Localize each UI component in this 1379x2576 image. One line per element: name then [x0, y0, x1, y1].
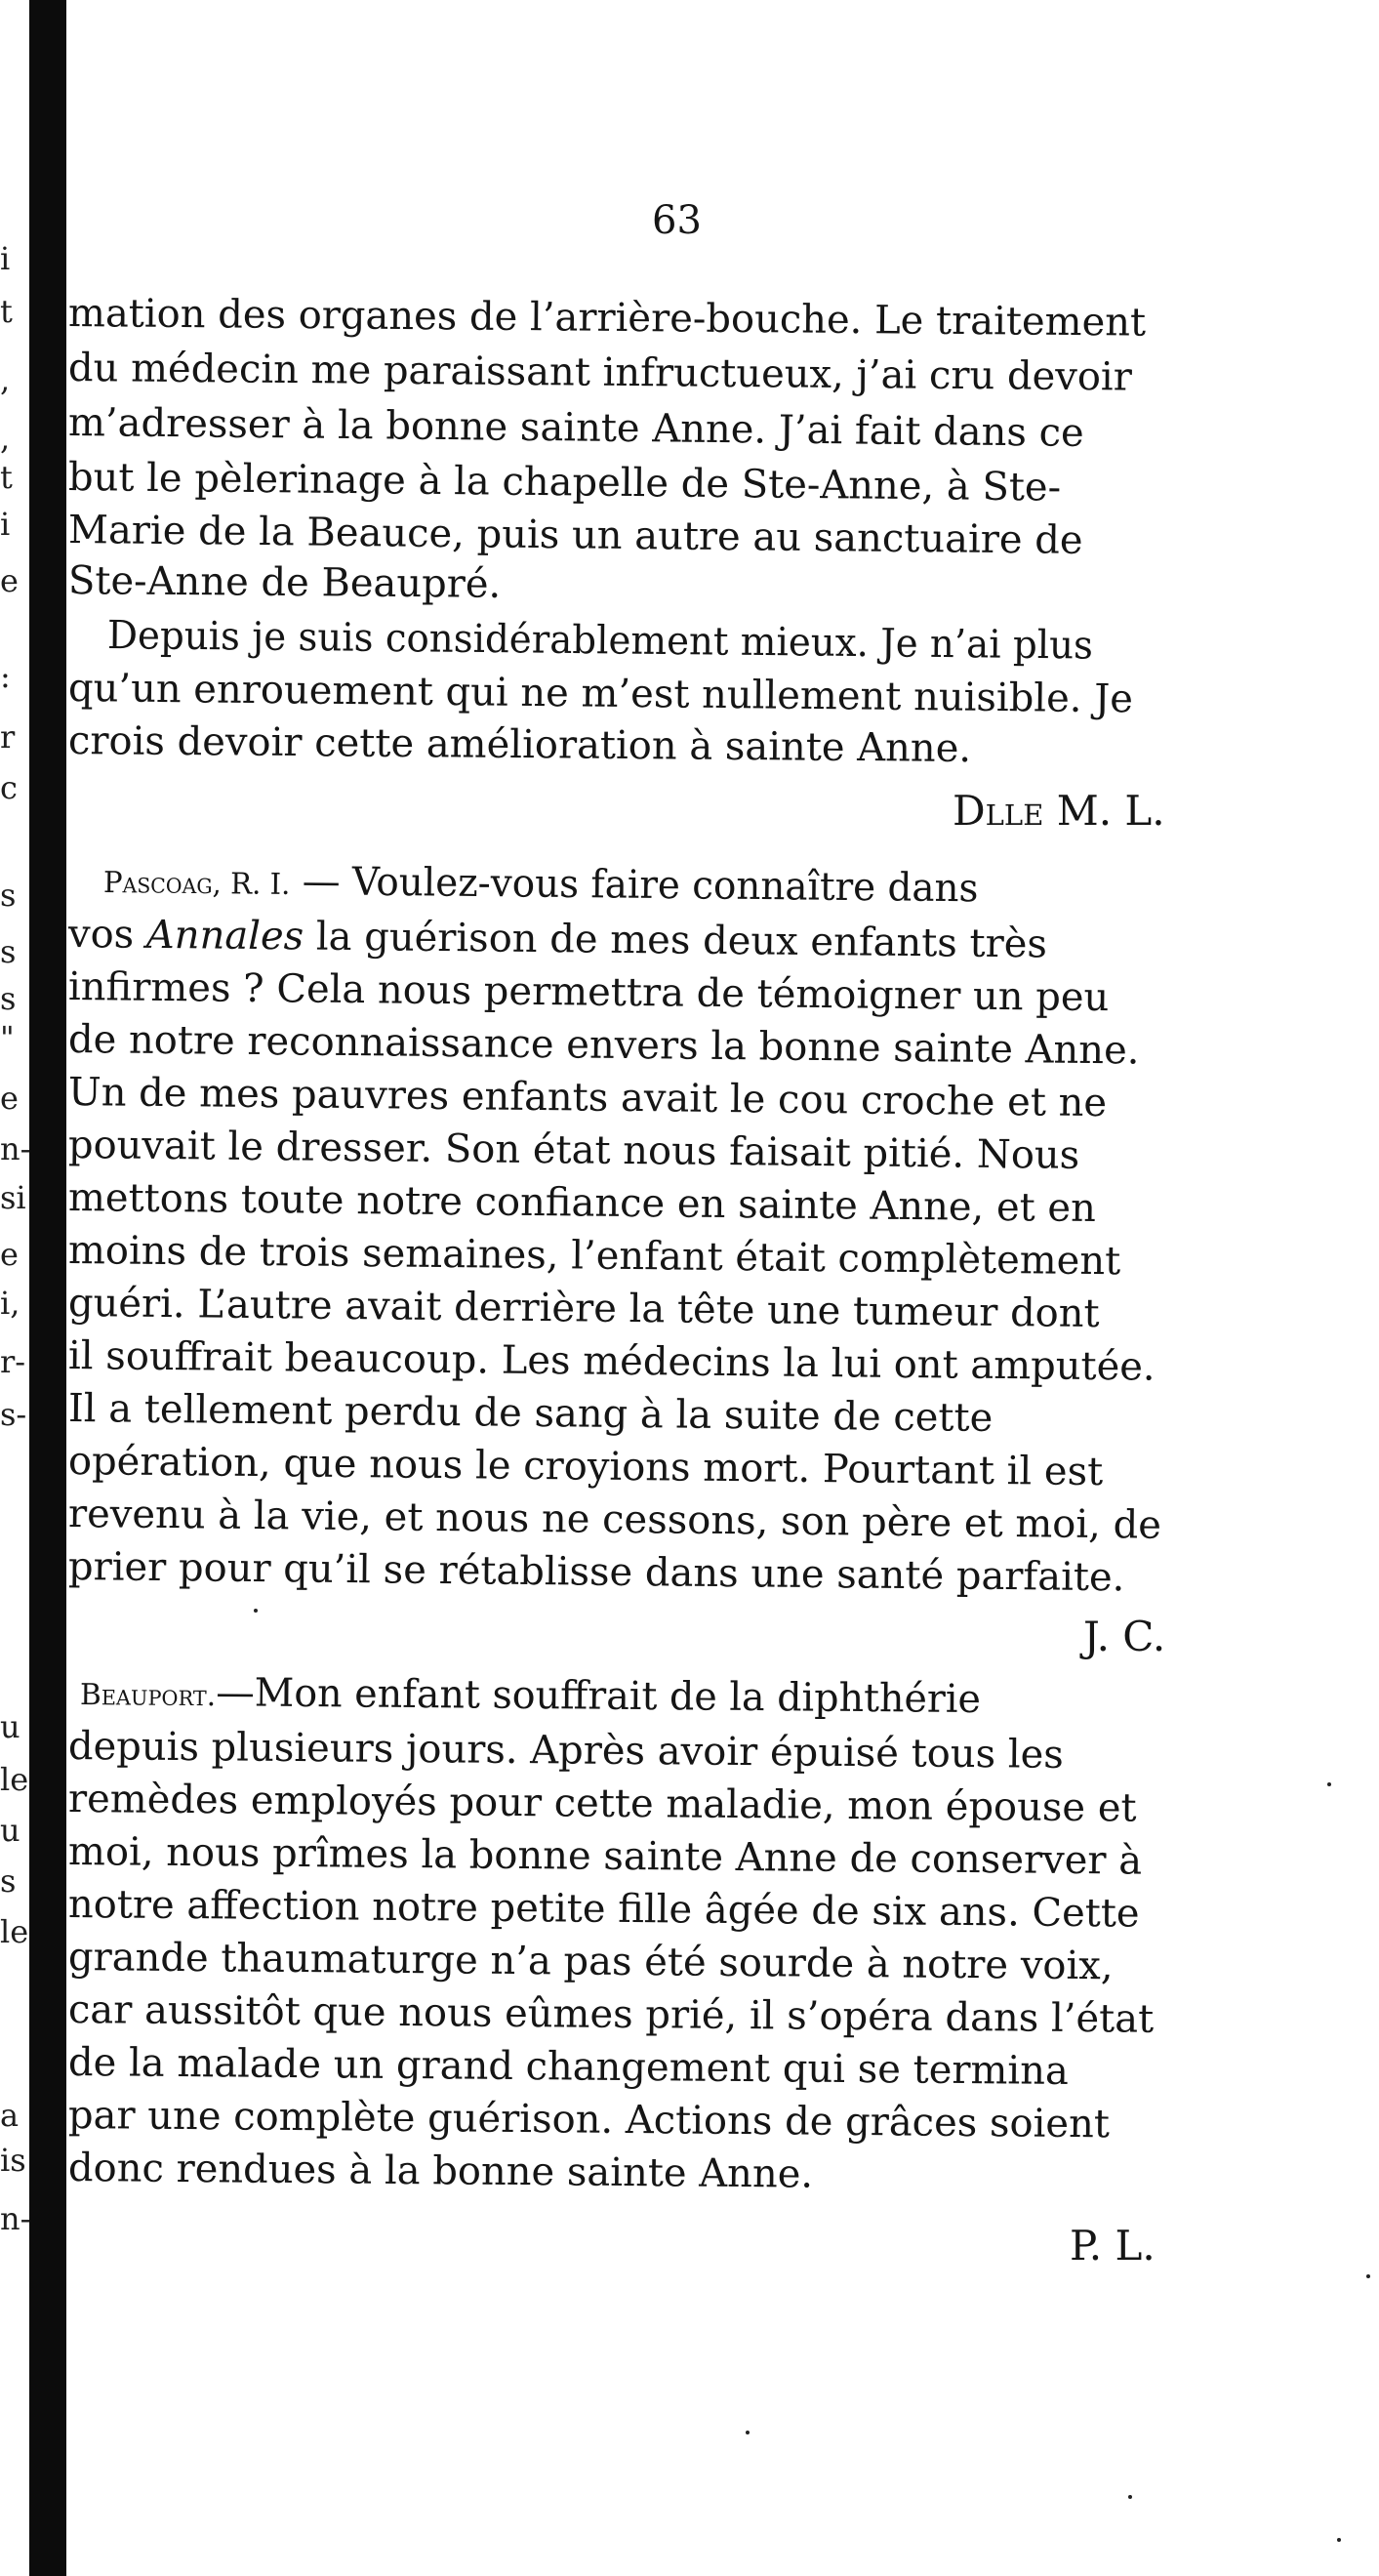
margin-fragment: i	[0, 240, 11, 277]
margin-fragment: t	[0, 293, 13, 330]
text-segment: — Voulez-vous faire connaître dans	[302, 859, 979, 912]
margin-fragment: :	[0, 658, 11, 695]
specks	[254, 1609, 258, 1613]
text-line	[103, 855, 1279, 920]
margin-fragment: le	[0, 1761, 29, 1798]
text-line: grande thaumaturge n’a pas été sourde à notre voix,	[67, 1935, 1114, 1989]
text-line	[80, 1667, 1278, 1731]
text-line: car aussitôt que nous eûmes prié, il s’opéra dans l’état	[67, 1987, 1155, 2042]
margin-fragment: ,	[0, 420, 11, 457]
book-spine-shadow	[29, 0, 66, 2576]
entry-heading-pascoag: Pascoag, R. I.	[102, 866, 291, 903]
margin-fragment: e	[0, 1236, 19, 1273]
text-line: de notre reconnaissance envers la bonne sainte Anne.	[67, 1017, 1140, 1074]
text-line: crois devoir cette amélioration à sainte Anne.	[67, 718, 972, 772]
margin-fragment: "	[0, 1019, 15, 1056]
text-line: moi, nous prîmes la bonne sainte Anne de conserver à	[67, 1829, 1143, 1884]
entry-heading-beauport: Beauport.	[79, 1678, 217, 1714]
text-line: revenu à la vie, et nous ne cessons, son père et moi, de	[67, 1492, 1162, 1548]
text-line: pouvait le dresser. Son état nous faisait pitié. Nous	[67, 1123, 1080, 1178]
margin-fragment: u	[0, 1708, 20, 1745]
text-line: moins de trois semaines, l’enfant était complètement	[67, 1228, 1121, 1285]
specks	[746, 2431, 750, 2434]
signature-dlle-ml: Dlle M. L.	[953, 787, 1165, 835]
signature-jc: J. C.	[1083, 1613, 1166, 1660]
specks	[1337, 2538, 1341, 2542]
italic-title-annales: Annales	[145, 912, 304, 960]
text-line: qu’un enrouement qui ne m’est nullement nuisible. Je	[67, 666, 1134, 722]
book-page	[68, 0, 1357, 2576]
text-line: Depuis je suis considérablement mieux. Je n’ai plus	[106, 613, 1094, 669]
page-number: 63	[652, 198, 702, 243]
margin-fragment: c	[0, 769, 18, 806]
text-line: Un de mes pauvres enfants avait le cou croche et ne	[67, 1070, 1108, 1126]
margin-fragment: s	[0, 1862, 17, 1900]
margin-fragment: i	[0, 506, 11, 543]
margin-fragment: ,	[0, 361, 11, 398]
text-line: Marie de la Beauce, puis un autre au sanctuaire de	[67, 508, 1083, 563]
margin-fragment: r	[0, 718, 16, 756]
margin-fragment: le	[0, 1913, 29, 1950]
text-line: mation des organes de l’arrière-bouche. Le traitement	[67, 291, 1147, 346]
text-line: guéri. L’autre avait derrière la tête une tumeur dont	[67, 1281, 1100, 1337]
margin-fragment: t	[0, 459, 13, 496]
specks	[1327, 1782, 1331, 1786]
text-segment: vos	[67, 912, 135, 958]
specks	[1128, 2495, 1132, 2499]
margin-fragment: s	[0, 877, 17, 914]
margin-fragment: s	[0, 980, 17, 1017]
text-segment: —Mon enfant souffrait de la diphthérie	[215, 1670, 982, 1723]
margin-fragment: n-	[0, 1130, 31, 1167]
text-line: infirmes ? Cela nous permettra de témoigner un peu	[67, 964, 1110, 1021]
specks	[1366, 2274, 1370, 2278]
margin-fragment: u	[0, 1812, 20, 1849]
text-line: prier pour qu’il se rétablisse dans une santé parfaite.	[67, 1544, 1125, 1601]
margin-fragment: s-	[0, 1396, 27, 1433]
text-line: mettons toute notre confiance en sainte Anne, et en	[67, 1175, 1097, 1232]
margin-fragment: si	[0, 1179, 26, 1216]
text-line: par une complète guérison. Actions de grâces soient	[67, 2093, 1111, 2147]
margin-fragment: e	[0, 562, 19, 599]
margin-fragment: a	[0, 2097, 20, 2134]
margin-fragment: i,	[0, 1285, 20, 1322]
margin-fragment: is	[0, 2142, 26, 2179]
text-line: du médecin me paraissant infructueux, j’ai cru devoir	[67, 346, 1133, 400]
text-line: de la malade un grand changement qui se termina	[67, 2040, 1070, 2094]
text-segment: la guérison de mes deux enfants très	[315, 914, 1048, 967]
margin-fragment: n-	[0, 2200, 31, 2237]
text-line: remèdes employés pour cette maladie, mon épouse et	[67, 1777, 1137, 1831]
text-line: donc rendues à la bonne sainte Anne.	[67, 2146, 814, 2197]
text-line: notre affection notre petite fille âgée de six ans. Cette	[67, 1882, 1140, 1937]
text-line: il souffrait beaucoup. Les médecins la lui ont amputée.	[67, 1333, 1156, 1390]
text-line: Il a tellement perdu de sang à la suite de cette	[67, 1386, 994, 1441]
text-line: m’adresser à la bonne sainte Anne. J’ai fait dans ce	[67, 400, 1084, 456]
margin-fragment: s	[0, 933, 17, 970]
margin-fragment: r-	[0, 1343, 26, 1380]
text-line: depuis plusieurs jours. Après avoir épuisé tous les	[67, 1724, 1065, 1778]
text-line: opération, que nous le croyions mort. Pourtant il est	[67, 1439, 1104, 1495]
margin-fragment: e	[0, 1080, 19, 1117]
text-line	[68, 910, 1278, 971]
signature-pl: P. L.	[1070, 2222, 1156, 2269]
text-line: Ste-Anne de Beaupré.	[67, 558, 502, 607]
adjacent-page-margin	[0, 0, 29, 2576]
text-line: but le pèlerinage à la chapelle de Ste-Anne, à Ste-	[67, 455, 1062, 511]
